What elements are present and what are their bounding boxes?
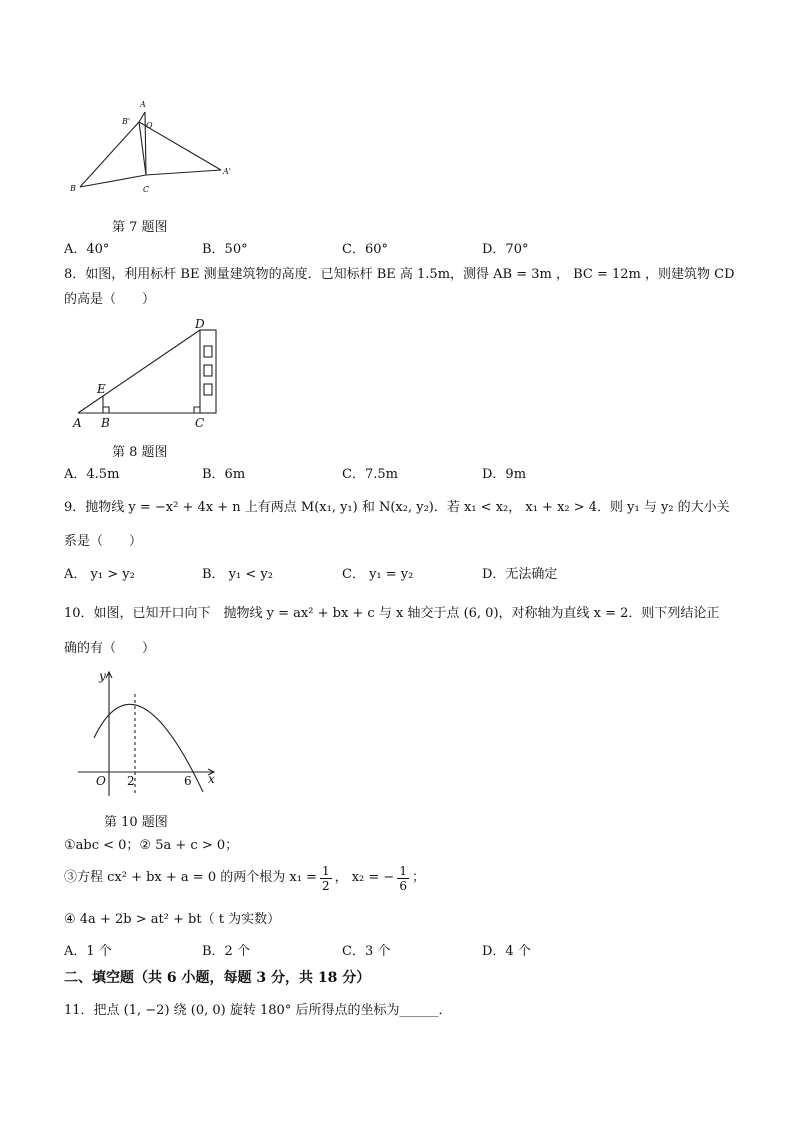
q10-caption: 第 10 题图 (104, 815, 168, 830)
q10-option-c: C．3 个 (342, 944, 391, 959)
q7-label-O: O (146, 121, 153, 130)
q8-figure (68, 316, 228, 434)
q7-option-b: B．50° (202, 242, 248, 257)
q10-fraction-x2-num: 1 (399, 863, 407, 878)
q10-statement-3-tail: ； (411, 870, 425, 885)
q7-option-d: D．70° (482, 242, 529, 257)
q10-option-b: B．2 个 (202, 944, 250, 959)
q7-label-B-prime: B' (122, 117, 131, 126)
q10-fraction-x1-num: 1 (321, 863, 330, 878)
q10-statement-1-2: ①abc < 0；② 5a + c > 0； (64, 838, 239, 853)
q7-figure (60, 96, 260, 201)
q10-fraction-x1-den: 2 (321, 878, 330, 893)
q10-option-d: D．4 个 (482, 944, 531, 959)
q10-statement-3-text: ③方程 cx² + bx + a = 0 的两个根为 x₁ = (64, 870, 317, 885)
q10-option-a: A．1 个 (64, 944, 112, 959)
q10-fraction-x2-den: 6 (399, 878, 407, 893)
section-2-title: 二、填空题（共 6 小题，每题 3 分，共 18 分） (64, 970, 371, 986)
q9-option-a: A． y₁ > y₂ (64, 567, 135, 582)
q10-label-x: x (208, 772, 215, 786)
q11-stem: 11．把点 (1, −2) 绕 (0, 0) 旋转 180° 后所得点的坐标为______． (64, 1003, 452, 1018)
q10-statement-4: ④ 4a + 2b > at² + bt（ t 为实数） (64, 912, 281, 927)
q8-label-D: D (195, 317, 205, 331)
q9-option-c: C． y₁ = y₂ (342, 567, 414, 582)
q7-option-c: C．60° (342, 242, 388, 257)
q10-statement-3 (64, 861, 425, 895)
q7-label-B: B (70, 184, 76, 193)
q9-option-b: B． y₁ < y₂ (202, 567, 273, 582)
q7-option-a: A．40° (64, 242, 110, 257)
q8-label-C: C (195, 416, 205, 430)
q10-label-O: O (96, 774, 106, 788)
q9-stem-line2: 系是（ ） (64, 534, 143, 549)
q8-option-b: B．6m (202, 467, 246, 482)
q10-label-6: 6 (184, 774, 192, 788)
q9-option-d: D．无法确定 (482, 567, 558, 582)
q10-label-y: y (99, 669, 106, 683)
q10-stem-line1: 10．如图，已知开口向下 抛物线 y = ax² + bx + c 与 x 轴交于点 (6, 0)，对称轴为直线 x = 2．则下列结论正 (64, 606, 720, 621)
q10-stem-line2: 确的有（ ） (64, 641, 156, 656)
q8-option-c: C．7.5m (342, 467, 398, 482)
q7-label-A: A (140, 100, 146, 109)
q7-label-A-prime: A' (223, 167, 231, 176)
q8-stem-line1: 8．如图，利用标杆 BE 测量建筑物的高度．已知标杆 BE 高 1.5m，测得 AB = 3m ， BC = 12m ，则建筑物 CD (64, 267, 735, 282)
q10-figure (72, 666, 222, 798)
q9-stem-line1: 9．抛物线 y = −x² + 4x + n 上有两点 M(x₁, y₁) 和 N(x₂, y₂)．若 x₁ < x₂， x₁ + x₂ > 4．则 y₁ 与 y₂ 的大小关 (64, 500, 730, 515)
q10-label-2: 2 (127, 774, 135, 788)
q8-option-a: A．4.5m (64, 467, 120, 482)
q8-stem-line2: 的高是（ ） (64, 292, 156, 307)
q8-caption: 第 8 题图 (112, 445, 168, 460)
q8-label-E: E (97, 382, 106, 396)
q8-label-A: A (73, 416, 82, 430)
q7-caption: 第 7 题图 (112, 220, 168, 235)
q10-fraction-x2 (397, 864, 409, 893)
q7-label-C: C (143, 185, 150, 194)
q8-option-d: D．9m (482, 467, 527, 482)
q10-fraction-x1 (320, 864, 332, 893)
q10-x2-label: ， x₂ = − (334, 870, 395, 885)
q8-label-B: B (101, 416, 110, 430)
